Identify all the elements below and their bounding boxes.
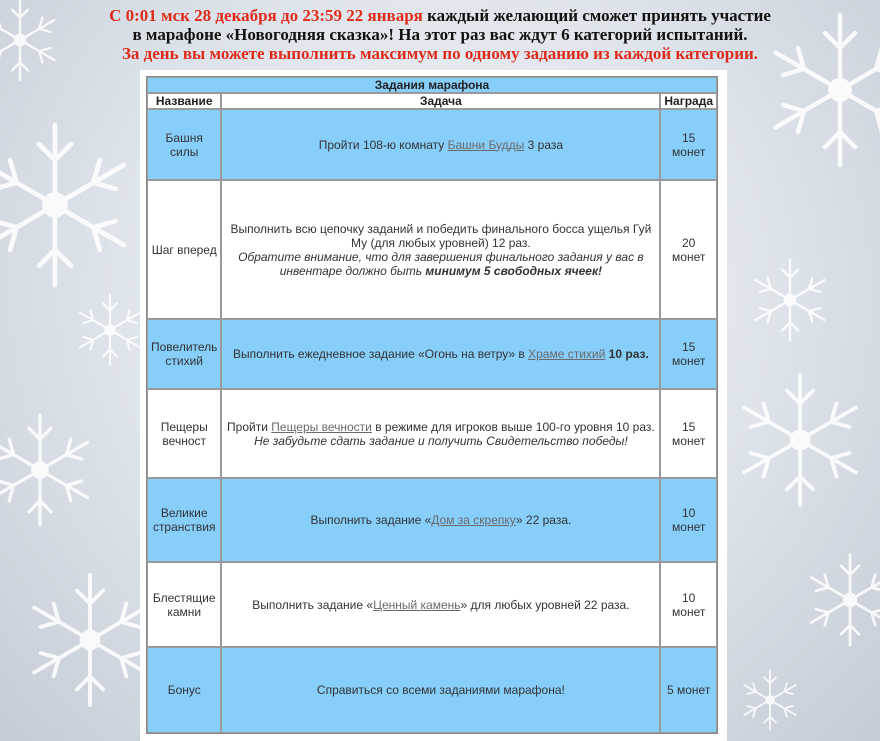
task-description: Выполнить задание «Дом за скрепку» 22 раза. bbox=[221, 478, 660, 562]
announcement-header bbox=[0, 6, 880, 63]
column-header-name: Название bbox=[147, 93, 221, 109]
category-name: Пещеры вечност bbox=[147, 389, 221, 478]
buddha-tower-link[interactable]: Башни Будды bbox=[447, 137, 525, 152]
task-description: Пройти 108-ю комнату Башни Будды 3 раза bbox=[221, 109, 660, 180]
eternity-caves-link[interactable]: Пещеры вечности bbox=[271, 419, 372, 434]
category-name: Великие странствия bbox=[147, 478, 221, 562]
category-name: Бонус bbox=[147, 647, 221, 733]
category-name: Блестящие камни bbox=[147, 562, 221, 647]
category-name: Башня силы bbox=[147, 109, 221, 180]
valuable-stone-link[interactable]: Ценный камень bbox=[373, 597, 461, 612]
reward-value: 15 монет bbox=[660, 109, 717, 180]
table-row bbox=[147, 109, 717, 180]
task-description: Справиться со всеми заданиями марафона! bbox=[221, 647, 660, 733]
table-row bbox=[147, 647, 717, 733]
reward-value: 15 монет bbox=[660, 389, 717, 478]
participation-text: каждый желающий сможет принять участие bbox=[422, 6, 771, 25]
marathon-tasks-table bbox=[146, 76, 718, 734]
table-title: Задания марафона bbox=[147, 77, 717, 93]
table-row bbox=[147, 478, 717, 562]
table-row bbox=[147, 389, 717, 478]
task-description: Пройти Пещеры вечности в режиме для игроков выше 100-го уровня 10 раз. Не забудьте сдать задание и получить Свидетельство победы! bbox=[221, 389, 660, 478]
house-for-clip-link[interactable]: Дом за скрепку bbox=[431, 513, 516, 527]
table-row bbox=[147, 562, 717, 647]
reward-value: 20 монет bbox=[660, 180, 717, 319]
daily-limit-text: За день вы можете выполнить максимум по одному заданию из каждой категории. bbox=[121, 44, 759, 63]
dates-text: С 0:01 мск 28 декабря до 23:59 22 января bbox=[109, 6, 423, 25]
column-header-reward: Награда bbox=[660, 93, 717, 109]
category-name: Шаг вперед bbox=[147, 180, 221, 319]
reward-value: 5 монет bbox=[660, 647, 717, 733]
reward-value: 15 монет bbox=[660, 319, 717, 389]
reward-value: 10 монет bbox=[660, 562, 717, 647]
marathon-text: в марафоне «Новогодняя сказка»! На этот раз вас ждут 6 категорий испытаний. bbox=[132, 25, 748, 44]
task-description: Выполнить задание «Ценный камень» для любых уровней 22 раза. bbox=[221, 562, 660, 647]
task-description: Выполнить ежедневное задание «Огонь на ветру» в Храме стихий 10 раз. bbox=[221, 319, 660, 389]
category-name: Повелитель стихий bbox=[147, 319, 221, 389]
reward-value: 10 монет bbox=[660, 478, 717, 562]
table-row bbox=[147, 319, 717, 389]
table-row bbox=[147, 180, 717, 319]
task-description: Выполнить всю цепочку заданий и победить финального босса ущелья Гуй Му (для любых уровней) 12 раз. Обратите внимание, что для завершения финального задания у вас в инвентаре должно быть минимум 5 свободных ячеек! bbox=[221, 180, 660, 319]
column-header-task: Задача bbox=[221, 93, 660, 109]
elements-temple-link[interactable]: Храме стихий bbox=[528, 347, 606, 361]
